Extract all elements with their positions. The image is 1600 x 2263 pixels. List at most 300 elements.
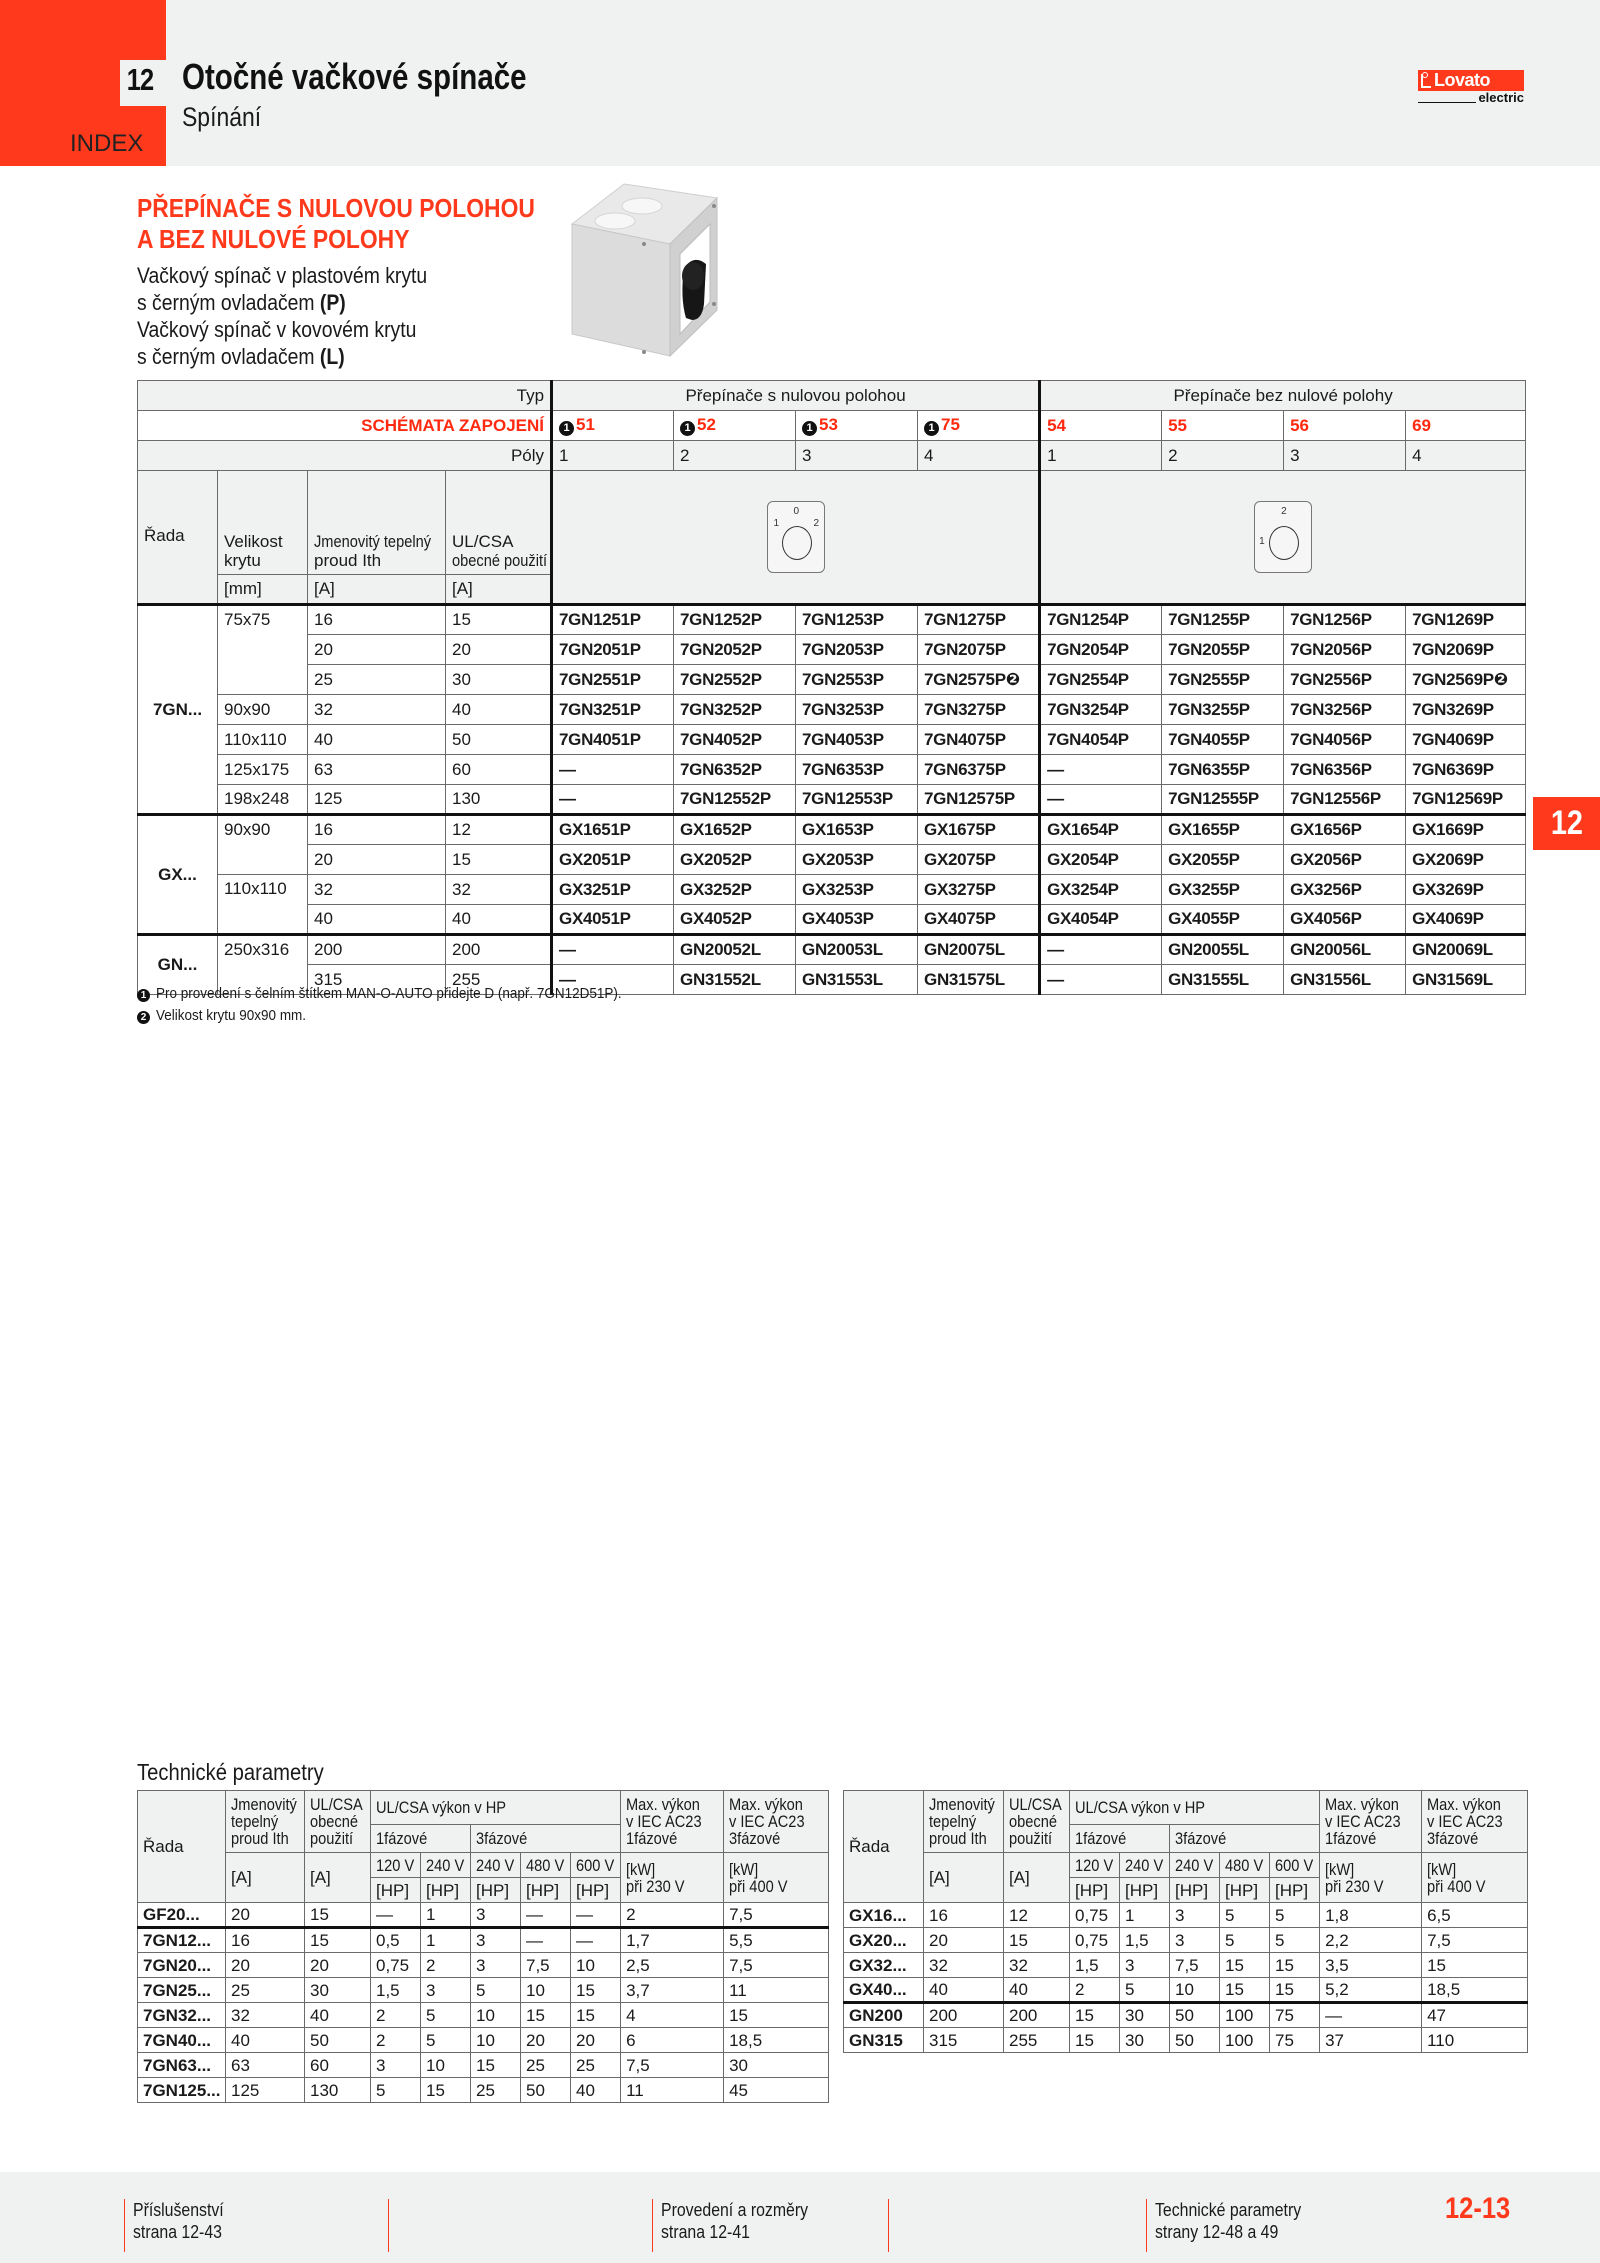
series-gx: GX... xyxy=(138,815,218,935)
table-row xyxy=(138,935,1526,965)
product-code[interactable]: 7GN4053P xyxy=(796,725,918,755)
product-code[interactable]: 7GN4052P xyxy=(674,725,796,755)
series: GX40... xyxy=(844,1978,924,2003)
product-code[interactable]: GX4051P xyxy=(552,905,674,935)
ith: 40 xyxy=(308,725,446,755)
table-row xyxy=(138,725,1526,755)
logo-underline xyxy=(1418,102,1476,103)
schemes-label: SCHÉMATA ZAPOJENÍ xyxy=(138,411,552,441)
table-row xyxy=(138,815,1526,845)
section-title-line2: A BEZ NULOVÉ POLOHY xyxy=(137,224,410,254)
product-code[interactable]: GN20053L xyxy=(796,935,918,965)
ul: 32 xyxy=(446,875,552,905)
series: 7GN125... xyxy=(138,2078,226,2103)
logo-brand: Lovato xyxy=(1434,70,1491,90)
product-code[interactable]: 7GN3252P xyxy=(674,695,796,725)
footnote-1-icon: 1 xyxy=(924,421,939,436)
size: 250x316 xyxy=(218,935,308,995)
col-header-size: Velikost krytu xyxy=(218,471,308,575)
ul: 60 xyxy=(446,755,552,785)
product-code[interactable]: GN20055L xyxy=(1162,935,1284,965)
index-link[interactable]: INDEX xyxy=(70,130,144,157)
ith: 315 xyxy=(308,965,446,995)
th-series: Řada xyxy=(844,1791,924,1903)
th-unit-hp: [HP] xyxy=(1270,1878,1320,1903)
product-code[interactable]: 7GN4056P xyxy=(1284,725,1406,755)
product-code[interactable]: GX2056P xyxy=(1284,845,1406,875)
product-code[interactable]: 7GN2051P xyxy=(552,635,674,665)
product-code[interactable]: GX3251P xyxy=(552,875,674,905)
unit-a: [A] xyxy=(308,575,446,605)
product-code[interactable]: GX1653P xyxy=(796,815,918,845)
ith: 25 xyxy=(308,665,446,695)
th-max3: Max. výkon v IEC AC23 3fázové xyxy=(724,1791,829,1853)
product-code[interactable]: GX4054P xyxy=(1040,905,1162,935)
product-code[interactable]: GX3253P xyxy=(796,875,918,905)
product-code[interactable]: GX3275P xyxy=(918,875,1040,905)
tech-row: GX20... 20 15 0,75 1,5 3 5 5 2,2 7,5 xyxy=(844,1928,1528,1953)
tech-row: 7GN25... 25 30 1,5 3 5 10 15 3,7 11 xyxy=(138,1978,829,2003)
col-header-ul: UL/CSA obecné použití xyxy=(446,471,552,575)
th-hp-group: UL/CSA výkon v HP xyxy=(1070,1791,1320,1825)
switch-dial-icon-1-2: 2 1 xyxy=(1254,501,1312,573)
tech-params-title: Technické parametry xyxy=(137,1759,324,1785)
poles-value: 3 xyxy=(1284,441,1406,471)
product-code[interactable]: GX1654P xyxy=(1040,815,1162,845)
product-code[interactable]: GX2053P xyxy=(796,845,918,875)
poles-value: 2 xyxy=(1162,441,1284,471)
intro-line: Vačkový spínač v kovovém krytu xyxy=(137,317,417,342)
th-unit-hp: [HP] xyxy=(371,1878,421,1903)
product-code[interactable]: 7GN1256P xyxy=(1284,605,1406,635)
product-code[interactable]: 7GN3253P xyxy=(796,695,918,725)
logo-badge xyxy=(1418,70,1524,91)
page-title: Otočné vačkové spínače xyxy=(182,56,527,97)
th-unit-hp: [HP] xyxy=(421,1878,471,1903)
product-code[interactable]: 7GN2055P xyxy=(1162,635,1284,665)
product-code: — xyxy=(1040,935,1162,965)
footnote-1-icon: 1 xyxy=(680,421,695,436)
th-max1: Max. výkon v IEC AC23 1fázové xyxy=(1320,1791,1422,1853)
th-3phase: 3fázové xyxy=(1170,1825,1320,1853)
ith: 20 xyxy=(308,635,446,665)
th-kw-400: [kW] při 400 V xyxy=(1422,1853,1528,1903)
product-code[interactable]: 7GN2575P❷ xyxy=(918,665,1040,695)
size: 90x90 xyxy=(218,695,308,725)
product-code[interactable]: GX4053P xyxy=(796,905,918,935)
th-kw-230: [kW] při 230 V xyxy=(621,1853,724,1903)
product-code[interactable]: 7GN2056P xyxy=(1284,635,1406,665)
series: GX20... xyxy=(844,1928,924,1953)
product-code[interactable]: GX2052P xyxy=(674,845,796,875)
product-code[interactable]: 7GN2053P xyxy=(796,635,918,665)
lovato-logo xyxy=(1418,70,1524,105)
ith: 32 xyxy=(308,695,446,725)
unit-mm: [mm] xyxy=(218,575,308,605)
product-code: — xyxy=(1040,755,1162,785)
footnote-1-icon: 1 xyxy=(559,421,574,436)
ul: 12 xyxy=(446,815,552,845)
product-code[interactable]: GX4075P xyxy=(918,905,1040,935)
th-voltage: 240 V xyxy=(421,1853,471,1878)
product-code[interactable]: GN20052L xyxy=(674,935,796,965)
th-voltage: 480 V xyxy=(521,1853,571,1878)
th-unit-hp: [HP] xyxy=(1070,1878,1120,1903)
footnote-1-icon: 1 xyxy=(137,989,150,1002)
product-code[interactable]: GX4052P xyxy=(674,905,796,935)
tech-params-table-left xyxy=(137,1790,829,2103)
th-voltage: 600 V xyxy=(1270,1853,1320,1878)
footnote-1-icon: 1 xyxy=(802,421,817,436)
ith: 40 xyxy=(308,905,446,935)
tech-row: GN315 315 255 15 30 50 100 75 37 110 xyxy=(844,2028,1528,2053)
product-code[interactable]: 7GN12556P xyxy=(1284,785,1406,815)
product-code[interactable]: 7GN12555P xyxy=(1162,785,1284,815)
product-code[interactable]: 7GN12553P xyxy=(796,785,918,815)
poles-value: 3 xyxy=(796,441,918,471)
product-code[interactable]: GX2069P xyxy=(1406,845,1526,875)
product-code[interactable]: GX2075P xyxy=(918,845,1040,875)
scheme-69[interactable]: 69 xyxy=(1406,411,1526,441)
series: GN315 xyxy=(844,2028,924,2053)
product-code[interactable]: 7GN3275P xyxy=(918,695,1040,725)
tech-row: GX40... 40 40 2 5 10 15 15 5,2 18,5 xyxy=(844,1978,1528,2003)
series-gn: GN... xyxy=(138,935,218,995)
ul: 200 xyxy=(446,935,552,965)
product-code[interactable]: 7GN6355P xyxy=(1162,755,1284,785)
scheme-51[interactable]: 1 51 xyxy=(552,411,674,441)
product-code[interactable]: 7GN12575P xyxy=(918,785,1040,815)
product-code[interactable]: GX3254P xyxy=(1040,875,1162,905)
table-row xyxy=(138,755,1526,785)
table-row xyxy=(138,635,1526,665)
footer-link-accessories[interactable]: Příslušenství strana 12-43 xyxy=(124,2199,236,2252)
ul: 40 xyxy=(446,695,552,725)
ith: 200 xyxy=(308,935,446,965)
product-code: — xyxy=(552,965,674,995)
product-code[interactable]: GX2051P xyxy=(552,845,674,875)
size: 198x248 xyxy=(218,785,308,815)
scheme-52[interactable]: 1 52 xyxy=(674,411,796,441)
product-code[interactable]: 7GN2054P xyxy=(1040,635,1162,665)
product-code[interactable]: GX3269P xyxy=(1406,875,1526,905)
series: GN200 xyxy=(844,2003,924,2028)
ul: 30 xyxy=(446,665,552,695)
product-code[interactable]: 7GN2069P xyxy=(1406,635,1526,665)
ith: 125 xyxy=(308,785,446,815)
product-code[interactable]: 7GN12552P xyxy=(674,785,796,815)
th-unit-hp: [HP] xyxy=(1170,1878,1220,1903)
series: 7GN12... xyxy=(138,1928,226,1953)
product-code[interactable]: GX1656P xyxy=(1284,815,1406,845)
product-code[interactable]: 7GN6352P xyxy=(674,755,796,785)
poles-value: 2 xyxy=(674,441,796,471)
page-subtitle: Spínání xyxy=(182,102,262,132)
logo-sub-text: electric xyxy=(1478,90,1524,105)
scheme-54[interactable]: 54 xyxy=(1040,411,1162,441)
ul: 15 xyxy=(446,845,552,875)
th-unit-a: [A] xyxy=(924,1853,1004,1903)
schemes-row xyxy=(138,411,1526,441)
ith: 32 xyxy=(308,875,446,905)
table-row xyxy=(138,785,1526,815)
product-code[interactable]: 7GN6369P xyxy=(1406,755,1526,785)
product-code[interactable]: 7GN2556P xyxy=(1284,665,1406,695)
table-row xyxy=(138,665,1526,695)
series: GF20... xyxy=(138,1903,226,1928)
footnote-2-icon: 2 xyxy=(137,1011,150,1024)
product-code[interactable]: 7GN3251P xyxy=(552,695,674,725)
th-max3: Max. výkon v IEC AC23 3fázové xyxy=(1422,1791,1528,1853)
product-code[interactable]: 7GN2554P xyxy=(1040,665,1162,695)
product-code[interactable]: 7GN2075P xyxy=(918,635,1040,665)
footer xyxy=(0,2172,1600,2263)
product-code: — xyxy=(552,935,674,965)
dial-diagram-with-zero xyxy=(552,471,1040,605)
table-row xyxy=(138,845,1526,875)
product-code[interactable]: 7GN3256P xyxy=(1284,695,1406,725)
product-code[interactable]: GX3252P xyxy=(674,875,796,905)
ith: 63 xyxy=(308,755,446,785)
product-code[interactable]: 7GN4054P xyxy=(1040,725,1162,755)
series: 7GN32... xyxy=(138,2003,226,2028)
product-code[interactable]: GX1652P xyxy=(674,815,796,845)
th-voltage: 240 V xyxy=(1170,1853,1220,1878)
th-unit-hp: [HP] xyxy=(571,1878,621,1903)
product-code[interactable]: GX2054P xyxy=(1040,845,1162,875)
poles-value: 4 xyxy=(918,441,1040,471)
poles-row xyxy=(138,441,1526,471)
product-code[interactable]: 7GN1255P xyxy=(1162,605,1284,635)
footer-divider xyxy=(888,2199,889,2252)
ith: 20 xyxy=(308,845,446,875)
size: 110x110 xyxy=(218,875,308,935)
product-code[interactable]: 7GN2551P xyxy=(552,665,674,695)
product-code[interactable]: 7GN1252P xyxy=(674,605,796,635)
th-ith: Jmenovitý tepelný proud Ith xyxy=(924,1791,1004,1853)
page-number: 12-13 xyxy=(1445,2192,1511,2225)
th-kw-400: [kW] při 400 V xyxy=(724,1853,829,1903)
product-code[interactable]: 7GN1251P xyxy=(552,605,674,635)
product-code: — xyxy=(1040,965,1162,995)
product-code: — xyxy=(552,755,674,785)
chapter-number: 12 xyxy=(126,62,154,97)
product-code[interactable]: GX4056P xyxy=(1284,905,1406,935)
th-voltage: 240 V xyxy=(471,1853,521,1878)
table-row xyxy=(138,695,1526,725)
ul: 130 xyxy=(446,785,552,815)
section-title xyxy=(137,193,535,255)
th-unit-a: [A] xyxy=(305,1853,371,1903)
product-code[interactable]: 7GN4075P xyxy=(918,725,1040,755)
product-code[interactable]: GX3256P xyxy=(1284,875,1406,905)
product-code[interactable]: 7GN12569P xyxy=(1406,785,1526,815)
size: 75x75 xyxy=(218,605,308,695)
th-voltage: 480 V xyxy=(1220,1853,1270,1878)
th-unit-a: [A] xyxy=(1004,1853,1070,1903)
product-code[interactable]: 7GN1253P xyxy=(796,605,918,635)
product-code[interactable]: GN31575L xyxy=(918,965,1040,995)
th-3phase: 3fázové xyxy=(471,1825,621,1853)
col-header-series: Řada xyxy=(138,471,218,605)
product-code[interactable]: 7GN1254P xyxy=(1040,605,1162,635)
intro-line: Vačkový spínač v plastovém krytu xyxy=(137,263,428,288)
th-kw-230: [kW] při 230 V xyxy=(1320,1853,1422,1903)
product-code[interactable]: 7GN2555P xyxy=(1162,665,1284,695)
intro-line: s černým ovladačem (L) xyxy=(137,344,345,369)
type-label: Typ xyxy=(138,381,552,411)
product-code[interactable]: 7GN6356P xyxy=(1284,755,1406,785)
th-series: Řada xyxy=(138,1791,226,1903)
product-code[interactable]: GX1669P xyxy=(1406,815,1526,845)
product-code[interactable]: 7GN3254P xyxy=(1040,695,1162,725)
product-code[interactable]: 7GN6375P xyxy=(918,755,1040,785)
ith: 16 xyxy=(308,815,446,845)
dial-diagram-without-zero xyxy=(1040,471,1526,605)
ul: 255 xyxy=(446,965,552,995)
footer-link-dimensions[interactable]: Provedení a rozměry strana 12-41 xyxy=(652,2199,828,2252)
th-voltage: 600 V xyxy=(571,1853,621,1878)
th-voltage: 120 V xyxy=(1070,1853,1120,1878)
product-code[interactable]: GX4069P xyxy=(1406,905,1526,935)
poles-value: 1 xyxy=(1040,441,1162,471)
series: GX32... xyxy=(844,1953,924,1978)
product-code[interactable]: 7GN4051P xyxy=(552,725,674,755)
th-unit-hp: [HP] xyxy=(471,1878,521,1903)
product-code[interactable]: GN20069L xyxy=(1406,935,1526,965)
product-code[interactable]: 7GN1269P xyxy=(1406,605,1526,635)
logo-sub xyxy=(1418,91,1524,105)
unit-a: [A] xyxy=(446,575,552,605)
series: 7GN63... xyxy=(138,2053,226,2078)
size: 110x110 xyxy=(218,725,308,755)
product-selection-table xyxy=(137,380,1526,995)
th-hp-group: UL/CSA výkon v HP xyxy=(371,1791,621,1825)
group-with-zero: Přepínače s nulovou polohou xyxy=(552,381,1040,411)
product-code[interactable]: GX3255P xyxy=(1162,875,1284,905)
th-ul: UL/CSA obecné použití xyxy=(1004,1791,1070,1853)
product-code[interactable]: GX1655P xyxy=(1162,815,1284,845)
th-voltage: 120 V xyxy=(371,1853,421,1878)
product-code[interactable]: 7GN3255P xyxy=(1162,695,1284,725)
tech-row: 7GN125... 125 130 5 15 25 50 40 11 45 xyxy=(138,2078,829,2103)
tech-row: 7GN12... 16 15 0,5 1 3 — — 1,7 5,5 xyxy=(138,1928,829,1953)
table-row xyxy=(138,905,1526,935)
product-code[interactable]: 7GN4055P xyxy=(1162,725,1284,755)
table-row xyxy=(138,605,1526,635)
table-row xyxy=(138,875,1526,905)
poles-label: Póly xyxy=(138,441,552,471)
logo-mark-icon xyxy=(1421,74,1431,88)
footnote-2: 2 Velikost krytu 90x90 mm. xyxy=(137,1005,673,1027)
type-row xyxy=(138,381,1526,411)
size: 90x90 xyxy=(218,815,308,875)
th-voltage: 240 V xyxy=(1120,1853,1170,1878)
side-tab-label: 12 xyxy=(1550,804,1583,842)
product-code: — xyxy=(1040,785,1162,815)
product-code[interactable]: GX2055P xyxy=(1162,845,1284,875)
group-without-zero: Přepínače bez nulové polohy xyxy=(1040,381,1526,411)
product-code[interactable]: GN31552L xyxy=(674,965,796,995)
product-code[interactable]: GX1651P xyxy=(552,815,674,845)
th-unit-hp: [HP] xyxy=(521,1878,571,1903)
product-code[interactable]: GN31556L xyxy=(1284,965,1406,995)
poles-value: 4 xyxy=(1406,441,1526,471)
tech-row: GX16... 16 12 0,75 1 3 5 5 1,8 6,5 xyxy=(844,1903,1528,1928)
tech-params-table-right xyxy=(843,1790,1528,2053)
th-1phase: 1fázové xyxy=(1070,1825,1170,1853)
ul: 40 xyxy=(446,905,552,935)
footer-divider xyxy=(388,2199,389,2252)
product-image-cam-switch xyxy=(552,176,727,362)
scheme-75[interactable]: 1 75 xyxy=(918,411,1040,441)
tech-row: 7GN63... 63 60 3 10 15 25 25 7,5 30 xyxy=(138,2053,829,2078)
product-code[interactable]: 7GN2552P xyxy=(674,665,796,695)
footnote-1: 1 Pro provedení s čelním štítkem MAN-O-AUTO přidejte D (např. 7GN12D51P). xyxy=(137,983,673,1005)
footer-link-tech-params[interactable]: Technické parametry strany 12-48 a 49 xyxy=(1146,2199,1321,2252)
intro-line: s černým ovladačem (P) xyxy=(137,290,346,315)
tech-row: GF20... 20 15 — 1 3 — — 2 7,5 xyxy=(138,1903,829,1928)
scheme-53[interactable]: 1 53 xyxy=(796,411,918,441)
th-max1: Max. výkon v IEC AC23 1fázové xyxy=(621,1791,724,1853)
product-code[interactable]: GN20075L xyxy=(918,935,1040,965)
th-unit-hp: [HP] xyxy=(1220,1878,1270,1903)
th-unit-hp: [HP] xyxy=(1120,1878,1170,1903)
product-code[interactable]: 7GN1275P xyxy=(918,605,1040,635)
product-code[interactable]: GN20056L xyxy=(1284,935,1406,965)
th-ul: UL/CSA obecné použití xyxy=(305,1791,371,1853)
product-code[interactable]: GX4055P xyxy=(1162,905,1284,935)
product-code[interactable]: GN31553L xyxy=(796,965,918,995)
tech-row: 7GN40... 40 50 2 5 10 20 20 6 18,5 xyxy=(138,2028,829,2053)
tech-row: GX32... 32 32 1,5 3 7,5 15 15 3,5 15 xyxy=(844,1953,1528,1978)
size: 125x175 xyxy=(218,755,308,785)
product-code[interactable]: 7GN2052P xyxy=(674,635,796,665)
product-code[interactable]: GN31555L xyxy=(1162,965,1284,995)
col-header-ith: Jmenovitý tepelný proud Ith xyxy=(308,471,446,575)
product-code[interactable]: 7GN2553P xyxy=(796,665,918,695)
series: GX16... xyxy=(844,1903,924,1928)
product-code[interactable]: 7GN4069P xyxy=(1406,725,1526,755)
th-unit-a: [A] xyxy=(226,1853,305,1903)
ul: 20 xyxy=(446,635,552,665)
ul: 50 xyxy=(446,725,552,755)
ith: 16 xyxy=(308,605,446,635)
switch-dial-icon-0-1-2: 0 1 2 xyxy=(767,501,825,573)
product-code[interactable]: GN31569L xyxy=(1406,965,1526,995)
series-7gn: 7GN... xyxy=(138,605,218,815)
product-code[interactable]: 7GN6353P xyxy=(796,755,918,785)
series: 7GN40... xyxy=(138,2028,226,2053)
tech-row: 7GN32... 32 40 2 5 10 15 15 4 15 xyxy=(138,2003,829,2028)
section-title-line1: PŘEPÍNAČE S NULOVOU POLOHOU xyxy=(137,193,535,223)
scheme-55[interactable]: 55 xyxy=(1162,411,1284,441)
poles-value: 1 xyxy=(552,441,674,471)
scheme-56[interactable]: 56 xyxy=(1284,411,1406,441)
series: 7GN25... xyxy=(138,1978,226,2003)
tech-row: 7GN20... 20 20 0,75 2 3 7,5 10 2,5 7,5 xyxy=(138,1953,829,1978)
product-code[interactable]: 7GN2569P❷ xyxy=(1406,665,1526,695)
intro-description xyxy=(137,262,427,370)
product-code[interactable]: 7GN3269P xyxy=(1406,695,1526,725)
tech-row: GN200 200 200 15 30 50 100 75 — 47 xyxy=(844,2003,1528,2028)
chapter-side-tab[interactable] xyxy=(1533,797,1600,850)
ul: 15 xyxy=(446,605,552,635)
series: 7GN20... xyxy=(138,1953,226,1978)
product-code[interactable]: GX1675P xyxy=(918,815,1040,845)
product-code: — xyxy=(552,785,674,815)
th-ith: Jmenovitý tepelný proud Ith xyxy=(226,1791,305,1853)
